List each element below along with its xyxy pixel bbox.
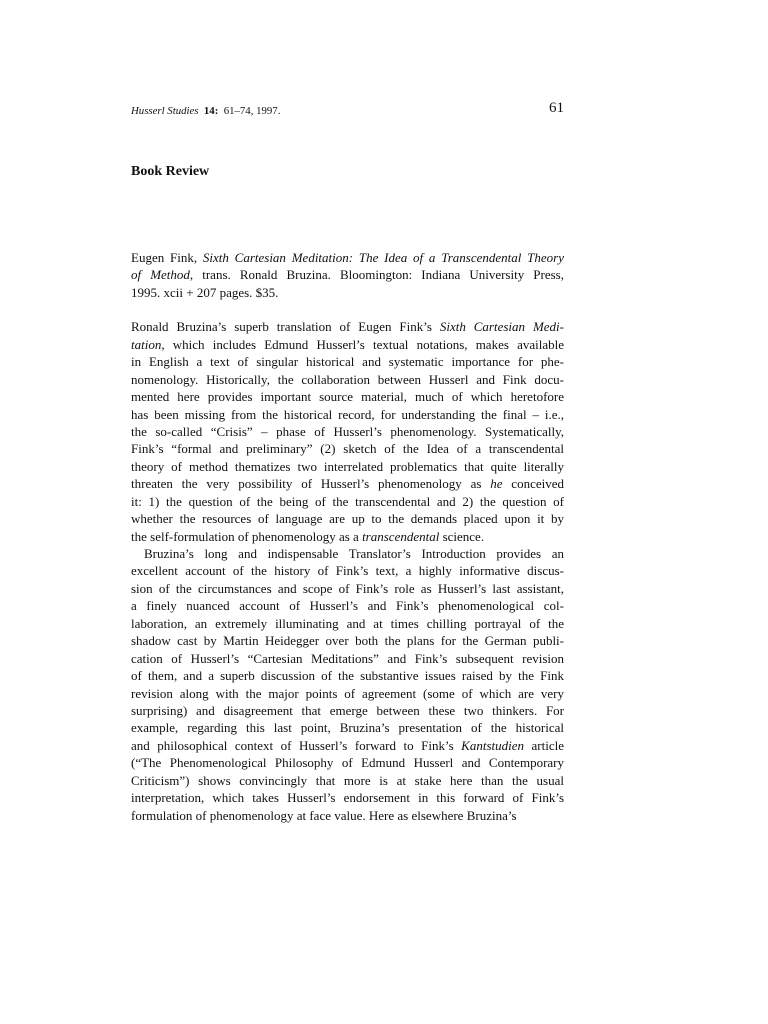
text-run: (“The Phenomenological Philosophy of Edmund Husserl and Contemporary (131, 755, 564, 771)
text-run: nomenology. Historically, the collaboration between Husserl and Fink docu- (131, 371, 564, 387)
text-line (131, 388, 564, 405)
text-run: of them, and a superb discussion of the substantive issues raised by the Fink (131, 668, 564, 684)
text-line (131, 318, 564, 335)
running-head (131, 100, 564, 122)
journal-reference (131, 104, 280, 118)
text-line (131, 789, 564, 806)
review-paragraph-1 (131, 318, 564, 545)
italic-text-run: Sixth Cartesian Meditation: The Idea of a Transcendental Theory (202, 250, 564, 265)
review-body (131, 249, 564, 824)
text-line (131, 475, 564, 492)
text-line (131, 493, 564, 510)
text-line (131, 458, 564, 475)
journal-name: Husserl Studies (131, 105, 199, 117)
text-run: article (524, 737, 564, 753)
italic-text-run: of Method (131, 267, 190, 283)
text-line (131, 528, 564, 545)
text-run: , trans. Ronald Bruzina. Bloomington: Indiana University Press, (189, 267, 564, 283)
text-line (131, 737, 564, 754)
paragraph-gap (131, 301, 564, 318)
text-line (131, 562, 564, 579)
text-run: science. (439, 528, 485, 544)
text-run: conceived (502, 476, 564, 492)
text-run: the so-called “Crisis” – phase of Husserl’s phenomenology. Systematically, (131, 423, 564, 439)
italic-text-run: transcendental (362, 528, 440, 544)
text-line (131, 406, 564, 423)
book-citation (131, 249, 564, 301)
text-line (131, 510, 564, 527)
text-run: interpretation, which takes Husserl’s endorsement in this forward of Fink’s (131, 790, 564, 806)
text-line (131, 284, 564, 301)
text-line (131, 353, 564, 370)
section-heading: Book Review (131, 164, 210, 179)
text-run: laboration, an extremely illuminating and at times chilling portrayal of the (131, 615, 564, 631)
review-paragraph-2 (131, 545, 564, 824)
text-run: and philosophical context of Husserl’s forward to Fink’s (131, 737, 462, 753)
text-run: Eugen Fink, (131, 250, 203, 265)
text-run: has been missing from the historical record, for understanding the final – i.e., (131, 406, 564, 422)
text-run: it: 1) the question of the being of the transcendental and 2) the question of (131, 493, 564, 509)
text-run: whether the resources of language are up to the demands placed upon it by (131, 511, 564, 527)
text-run: formulation of phenomenology at face value. Here as elsewhere Bruzina’s (131, 807, 517, 823)
text-line (131, 371, 564, 388)
text-run: Fink’s “formal and preliminary” (2) sketch of the Idea of a transcendental (131, 441, 564, 457)
text-run: Criticism”) shows convincingly that more is at stake here than the usual (131, 772, 564, 788)
text-line (131, 702, 564, 719)
text-line (131, 719, 564, 736)
text-line (131, 650, 564, 667)
text-run: , which includes Edmund Husserl’s textual notations, makes available (161, 336, 564, 352)
text-line (131, 440, 564, 457)
text-run: 1995. xcii + 207 pages. $35. (131, 284, 279, 300)
text-line (131, 580, 564, 597)
text-run: revision along with the major points of agreement (some of which are very (131, 685, 564, 701)
journal-pages-year: 61–74, 1997. (223, 105, 281, 117)
text-line (131, 266, 564, 283)
text-line (131, 754, 564, 771)
text-line (131, 615, 564, 632)
italic-text-run: he (490, 476, 503, 492)
text-run: sion of the circumstances and scope of Fink’s role as Husserl’s last assistant, (131, 580, 564, 596)
text-run: shadow cast by Martin Heidegger over both the plans for the German publi- (131, 633, 564, 649)
text-line (131, 597, 564, 614)
italic-text-run: Sixth Cartesian Medi- (439, 319, 564, 335)
text-run: Ronald Bruzina’s superb translation of Eugen Fink’s (131, 319, 440, 335)
text-run: threaten the very possibility of Husserl’s phenomenology as (131, 476, 491, 492)
text-line (131, 685, 564, 702)
text-line (131, 336, 564, 353)
text-run: the self-formulation of phenomenology as a (131, 528, 363, 544)
text-line (131, 249, 564, 266)
text-line (131, 423, 564, 440)
text-run: theory of method thematizes two interrelated problematics that quite literally (131, 458, 564, 474)
text-run: cation of Husserl’s “Cartesian Meditations” and Fink’s subsequent revision (131, 650, 564, 666)
text-run: example, regarding this last point, Bruzina’s presentation of the historical (131, 720, 564, 736)
text-run: mented here provides important source material, much of which heretofore (131, 389, 564, 405)
text-line (131, 545, 564, 562)
page-number: 61 (549, 100, 564, 116)
text-run: Bruzina’s long and indispensable Translator’s Introduction provides an (144, 546, 564, 561)
text-line (131, 632, 564, 649)
text-run: excellent account of the history of Fink’s text, a highly informative discus- (131, 563, 564, 579)
text-line (131, 807, 564, 824)
text-run: a finely nuanced account of Husserl’s and Fink’s phenomenological col- (131, 598, 564, 614)
text-line (131, 667, 564, 684)
text-run: in English a text of singular historical and systematic importance for phe- (131, 354, 564, 370)
journal-volume: 14: (203, 105, 219, 117)
text-line (131, 772, 564, 789)
text-run: surprising) and disagreement that emerge between these two thinkers. For (131, 702, 564, 718)
italic-text-run: tation (131, 336, 162, 352)
italic-text-run: Kantstudien (461, 737, 524, 753)
